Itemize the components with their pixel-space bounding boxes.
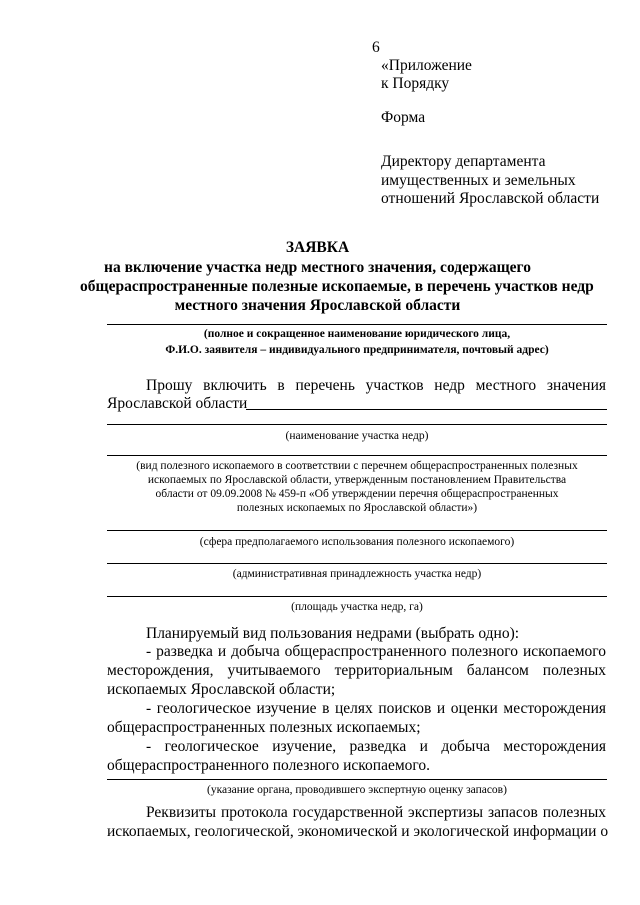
site-name-fill-line[interactable]: [107, 424, 607, 425]
form-label: Форма: [381, 109, 426, 126]
region-fill-line[interactable]: [246, 409, 607, 410]
mineral-type-hint-line1: (вид полезного ископаемого в соответствии с перечнем общераспространенных полезных: [136, 460, 578, 472]
applicant-hint-line1: (полное и сокращенное наименование юридического лица,: [203, 328, 511, 340]
addressee-line3: отношений Ярославской области: [381, 190, 600, 207]
title-line2: общераспространенные полезные ископаемые, в перечень участков недр: [80, 278, 594, 295]
page-number: 6: [372, 39, 380, 56]
usage-option1-line2: месторождения, учитываемого территориальным балансом полезных: [107, 662, 606, 679]
usage-option2-line2: общераспространенных полезных ископаемых;: [107, 719, 421, 736]
applicant-fill-line[interactable]: [107, 324, 607, 325]
appendix-line2: к Порядку: [381, 75, 450, 92]
expert-body-fill-line[interactable]: [107, 779, 607, 780]
appendix-line1: «Приложение: [381, 57, 472, 74]
area-hint: (площадь участка недр, га): [291, 601, 423, 613]
addressee-line2: имущественных и земельных: [381, 172, 576, 189]
expert-body-hint: (указание органа, проводившего экспертную оценку запасов): [207, 784, 507, 796]
request-line2: Ярославской области: [107, 395, 248, 412]
admin-affiliation-hint: (административная принадлежность участка недр): [232, 568, 482, 580]
applicant-hint-line2: Ф.И.О. заявителя – индивидуального предпринимателя, почтовый адрес): [165, 344, 549, 356]
usage-sphere-fill-line[interactable]: [107, 530, 607, 531]
usage-option1-line3: ископаемых Ярославской области;: [107, 681, 336, 698]
usage-option3-line2: общераспространенного полезного ископаемого.: [107, 757, 431, 774]
mineral-type-fill-line[interactable]: [107, 455, 607, 456]
area-fill-line[interactable]: [107, 596, 607, 597]
usage-intro: Планируемый вид пользования недрами (выбрать одно):: [146, 625, 520, 642]
request-line1: Прошу включить в перечень участков недр местного значения: [146, 377, 606, 394]
mineral-type-hint-line3: области от 09.09.2008 № 459-п «Об утверждении перечня общераспространенных: [155, 488, 559, 500]
usage-sphere-hint: (сфера предполагаемого использования полезного ископаемого): [199, 536, 515, 548]
usage-option2-line1: - геологическое изучение в целях поисков и оценки месторождения: [146, 700, 606, 717]
title-line1: на включение участка недр местного значения, содержащего: [104, 259, 531, 276]
site-name-hint: (наименование участка недр): [285, 430, 429, 442]
protocol-line2: ископаемых, геологической, экономической и экологической информации о: [107, 823, 609, 840]
protocol-line1: Реквизиты протокола государственной экспертизы запасов полезных: [146, 804, 606, 821]
usage-option1-line1: - разведка и добыча общераспространенного полезного ископаемого: [146, 643, 606, 660]
addressee-line1: Директору департамента: [381, 153, 546, 170]
mineral-type-hint-line2: ископаемых по Ярославской области, утвержденным постановлением Правительства: [147, 474, 567, 486]
admin-affiliation-fill-line[interactable]: [107, 563, 607, 564]
mineral-type-hint-line4: полезных ископаемых по Ярославской области»): [236, 502, 478, 514]
title-heading: ЗАЯВКА: [285, 239, 350, 256]
usage-option3-line1: - геологическое изучение, разведка и добыча месторождения: [146, 738, 606, 755]
title-line3: местного значения Ярославской области: [174, 297, 461, 314]
